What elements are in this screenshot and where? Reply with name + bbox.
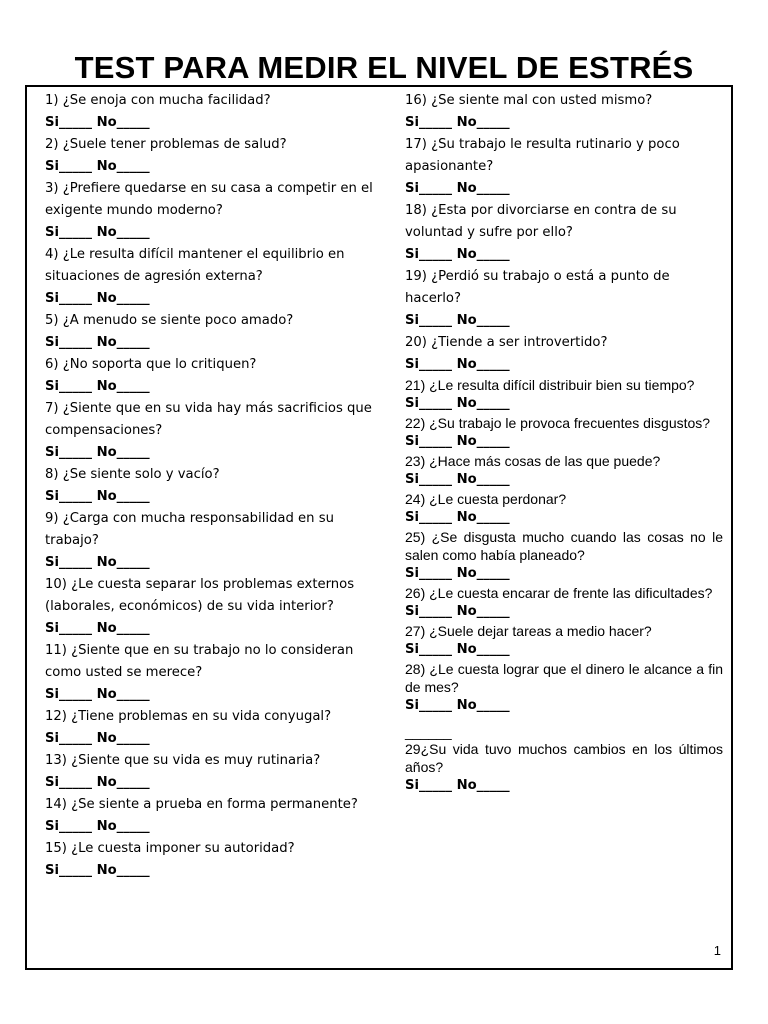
answer-line[interactable]: Si_____ No_____ [405, 566, 510, 581]
answer-line[interactable]: Si_____ No_____ [45, 863, 150, 878]
question-text: 27) ¿Suele dejar tareas a medio hacer? [405, 623, 652, 639]
question-item [405, 200, 723, 266]
answer-line[interactable]: Si_____ No_____ [45, 379, 150, 394]
answer-line[interactable]: Si_____ No_____ [45, 775, 150, 790]
question-item [405, 452, 723, 490]
question-item [45, 90, 385, 134]
answer-line[interactable]: Si_____ No_____ [45, 489, 150, 504]
question-item [45, 640, 385, 706]
question-item [405, 266, 723, 332]
spacer [405, 716, 723, 724]
questionnaire-frame [25, 85, 733, 970]
answer-line[interactable]: Si_____ No_____ [405, 115, 510, 130]
question-text: 11) ¿Siente que en su trabajo no lo consideran como usted se merece? [45, 643, 354, 680]
answer-line[interactable]: Si_____ No_____ [405, 247, 510, 262]
page-number: 1 [713, 943, 721, 958]
question-item [45, 178, 385, 244]
question-item [405, 528, 723, 584]
question-text: 6) ¿No soporta que lo critiquen? [45, 357, 257, 372]
question-text: 3) ¿Prefiere quedarse en su casa a competir en el exigente mundo moderno? [45, 181, 373, 218]
question-text: 23) ¿Hace más cosas de las que puede? [405, 453, 661, 469]
question-text: 1) ¿Se enoja con mucha facilidad? [45, 93, 271, 108]
question-item [45, 838, 385, 882]
question-text: 29¿Su vida tuvo muchos cambios en los últimos años? [405, 741, 723, 775]
answer-line[interactable]: Si_____ No_____ [405, 604, 510, 619]
answer-line[interactable]: Si_____ No_____ [405, 510, 510, 525]
answer-line[interactable]: Si_____ No_____ [405, 434, 510, 449]
question-item [45, 398, 385, 464]
answer-line[interactable]: Si_____ No_____ [405, 698, 510, 713]
question-item [45, 750, 385, 794]
question-text: 26) ¿Le cuesta encarar de frente las dificultades? [405, 585, 713, 601]
question-item [45, 706, 385, 750]
question-text: 19) ¿Perdió su trabajo o está a punto de hacerlo? [405, 269, 670, 306]
answer-line[interactable]: Si_____ No_____ [45, 819, 150, 834]
answer-line[interactable]: Si_____ No_____ [405, 778, 510, 793]
answer-line[interactable]: Si_____ No_____ [405, 181, 510, 196]
separator-line: ______ [405, 724, 452, 740]
question-item [405, 490, 723, 528]
question-text: 24) ¿Le cuesta perdonar? [405, 491, 567, 507]
answer-line[interactable]: Si_____ No_____ [45, 115, 150, 130]
question-text: 13) ¿Siente que su vida es muy rutinaria? [45, 753, 321, 768]
answer-line[interactable]: Si_____ No_____ [405, 313, 510, 328]
question-item [405, 622, 723, 660]
answer-line[interactable]: Si_____ No_____ [405, 472, 510, 487]
question-item [405, 134, 723, 200]
question-item [405, 660, 723, 716]
question-item [405, 376, 723, 414]
answer-line[interactable]: Si_____ No_____ [45, 731, 150, 746]
question-item [405, 90, 723, 134]
question-item [405, 414, 723, 452]
question-text: 9) ¿Carga con mucha responsabilidad en su trabajo? [45, 511, 334, 548]
answer-line[interactable]: Si_____ No_____ [45, 555, 150, 570]
left-column [45, 90, 385, 882]
question-text: 7) ¿Siente que en su vida hay más sacrificios que compensaciones? [45, 401, 372, 438]
answer-line[interactable]: Si_____ No_____ [45, 225, 150, 240]
question-item [405, 740, 723, 796]
question-text: 12) ¿Tiene problemas en su vida conyugal? [45, 709, 332, 724]
question-text: 8) ¿Se siente solo y vacío? [45, 467, 220, 482]
question-item [45, 134, 385, 178]
question-item [405, 332, 723, 376]
question-item [45, 574, 385, 640]
question-text: 16) ¿Se siente mal con usted mismo? [405, 93, 653, 108]
question-text: 25) ¿Se disgusta mucho cuando las cosas no le salen como había planeado? [405, 529, 723, 563]
question-text: 14) ¿Se siente a prueba en forma permanente? [45, 797, 358, 812]
question-text: 22) ¿Su trabajo le provoca frecuentes disgustos? [405, 415, 711, 431]
question-item [45, 354, 385, 398]
question-item [45, 244, 385, 310]
question-text: 2) ¿Suele tener problemas de salud? [45, 137, 287, 152]
right-column [405, 90, 723, 796]
question-text: 15) ¿Le cuesta imponer su autoridad? [45, 841, 295, 856]
question-text: 17) ¿Su trabajo le resulta rutinario y poco apasionante? [405, 137, 680, 174]
answer-line[interactable]: Si_____ No_____ [45, 291, 150, 306]
question-text: 10) ¿Le cuesta separar los problemas externos (laborales, económicos) de su vida interior? [45, 577, 355, 614]
answer-line[interactable]: Si_____ No_____ [405, 396, 510, 411]
question-text: 21) ¿Le resulta difícil distribuir bien su tiempo? [405, 377, 695, 393]
question-text: 28) ¿Le cuesta lograr que el dinero le alcance a fin de mes? [405, 661, 723, 695]
answer-line[interactable]: Si_____ No_____ [45, 159, 150, 174]
question-text: 5) ¿A menudo se siente poco amado? [45, 313, 294, 328]
answer-line[interactable]: Si_____ No_____ [45, 335, 150, 350]
answer-line[interactable]: Si_____ No_____ [45, 621, 150, 636]
answer-line[interactable]: Si_____ No_____ [405, 642, 510, 657]
question-item [45, 794, 385, 838]
page-title: TEST PARA MEDIR EL NIVEL DE ESTRÉS [74, 50, 694, 85]
question-text: 20) ¿Tiende a ser introvertido? [405, 335, 608, 350]
answer-line[interactable]: Si_____ No_____ [45, 445, 150, 460]
question-text: 4) ¿Le resulta difícil mantener el equilibrio en situaciones de agresión externa? [45, 247, 345, 284]
question-text: 18) ¿Esta por divorciarse en contra de su voluntad y sufre por ello? [405, 203, 677, 240]
question-item [45, 508, 385, 574]
answer-line[interactable]: Si_____ No_____ [405, 357, 510, 372]
question-item [405, 584, 723, 622]
answer-line[interactable]: Si_____ No_____ [45, 687, 150, 702]
question-item [45, 310, 385, 354]
question-item [45, 464, 385, 508]
